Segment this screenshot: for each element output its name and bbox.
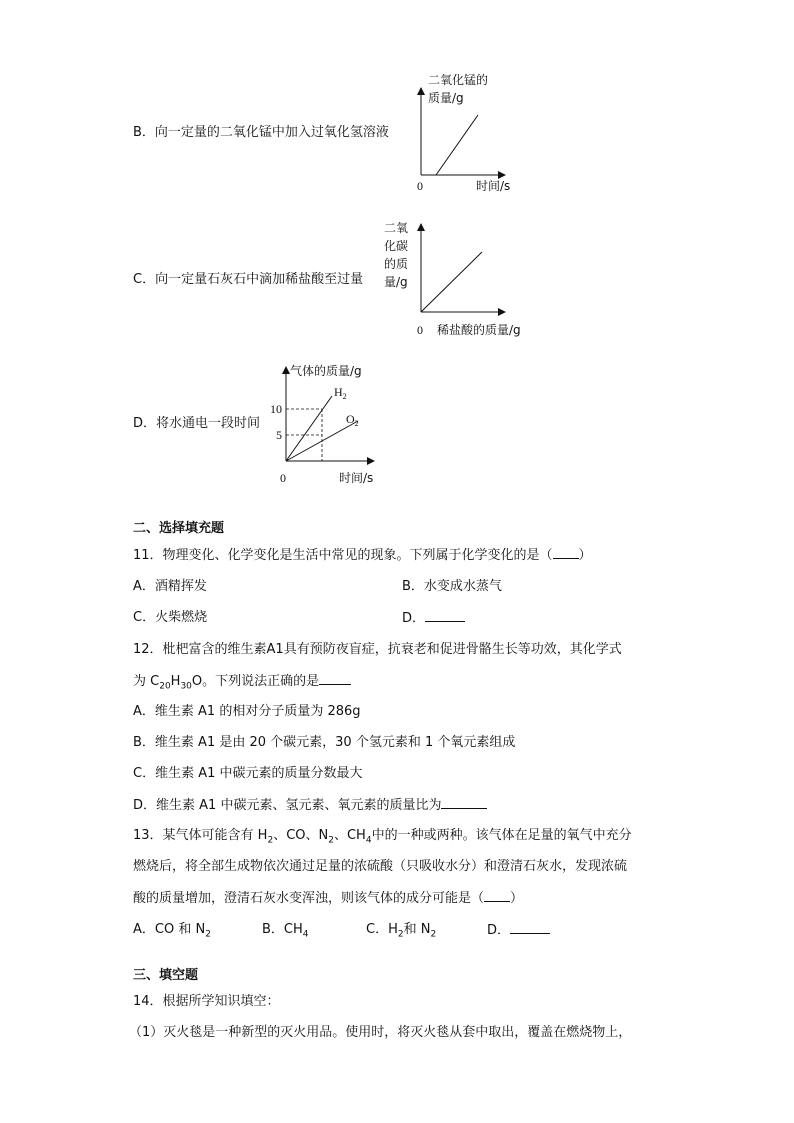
q12-option-d: D．维生素 A1 中碳元素、氢元素、氧元素的质量比为 — [133, 796, 487, 815]
option-d-text: D．将水通电一段时间 — [133, 416, 261, 431]
graph-d-origin: 0 — [280, 471, 286, 485]
q13-option-d: D． — [487, 921, 550, 940]
graph-c-ylabel-1: 二氧 — [384, 221, 409, 235]
q13-stem-line-3: 酸的质量增加，澄清石灰水变浑浊，则该气体的成分可能是（ ） — [133, 891, 524, 906]
q13-option-c: C．$H_2$和 $N_2$ — [366, 922, 437, 940]
graph-c-xlabel: 稀盐酸的质量/g — [437, 323, 521, 337]
q13-option-a: A．CO 和 $N_2$ — [133, 922, 211, 940]
q12-stem-line-1: 12．枇杷富含的维生素A1具有预防夜盲症，抗衰老和促进骨骼生长等功效，其化学式 — [133, 642, 622, 657]
graph-c-origin: 0 — [417, 323, 423, 337]
section-3-title: 三、填空题 — [133, 968, 199, 983]
graph-c — [380, 218, 550, 343]
graph-d-label-h2: $H_2$ — [334, 385, 347, 401]
q13-stem-line-1: 13．某气体可能含有 $H_2$、CO、$N_2$、$CH_4$中的一种或两种。该气体在足量的氧气中充分 — [133, 828, 632, 846]
graph-d-tick-10: 10 — [270, 402, 282, 416]
q13-option-b: B．$CH_4$ — [262, 922, 309, 940]
q12-stem-line-2: 为 $C_{20}H_{30}O$。下列说法正确的是 — [133, 672, 351, 691]
q11-option-c: C．火柴燃烧 — [133, 610, 208, 625]
graph-c-ylabel-2: 化碳 — [384, 239, 409, 253]
q12-option-b: B．维生素 A1 是由 20 个碳元素，30 个氢元素和 1 个氧元素组成 — [133, 735, 516, 750]
graph-d-label-o2: $O_2$ — [346, 412, 359, 428]
option-b-text: B．向一定量的二氧化锰中加入过氧化氢溶液 — [133, 125, 389, 140]
q13-stem-line-2: 燃烧后，将全部生成物依次通过足量的浓硫酸（只吸收水分）和澄清石灰水，发现浓硫 — [133, 859, 628, 874]
q12-option-a: A．维生素 A1 的相对分子质量为 286g — [133, 704, 361, 719]
section-2-title: 二、选择填充题 — [133, 521, 225, 536]
graph-d — [266, 360, 396, 490]
q12-option-c: C．维生素 A1 中碳元素的质量分数最大 — [133, 766, 363, 781]
graph-c-line — [421, 252, 482, 312]
graph-c-ylabel-3: 的质 — [384, 257, 409, 271]
graph-b — [410, 70, 520, 195]
graph-d-tick-5: 5 — [276, 428, 282, 442]
graph-b-origin: 0 — [417, 179, 423, 193]
graph-b-xlabel: 时间/s — [476, 179, 511, 193]
graph-b-line — [436, 115, 478, 175]
graph-b-ylabel-2: 质量/g — [428, 91, 464, 105]
q11-option-a: A．酒精挥发 — [133, 579, 207, 594]
graph-d-line-h2 — [286, 396, 332, 461]
q14-sub-1: （1）灭火毯是一种新型的灭火用品。使用时，将灭火毯从套中取出，覆盖在燃烧物上， — [129, 1025, 632, 1040]
q11-stem: 11．物理变化、化学变化是生活中常见的现象。下列属于化学变化的是（ ） — [133, 548, 592, 563]
option-c-text: C．向一定量石灰石中滴加稀盐酸至过量 — [133, 272, 364, 287]
graph-c-ylabel-4: 量/g — [384, 275, 408, 289]
graph-b-ylabel-1: 二氧化锰的 — [428, 73, 489, 87]
graph-d-ylabel: 气体的质量/g — [290, 364, 362, 378]
q11-option-d: D． — [402, 609, 465, 628]
graph-d-xlabel: 时间/s — [339, 471, 374, 485]
q11-option-b: B．水变成水蒸气 — [402, 579, 502, 594]
q14-stem: 14．根据所学知识填空： — [133, 994, 280, 1009]
